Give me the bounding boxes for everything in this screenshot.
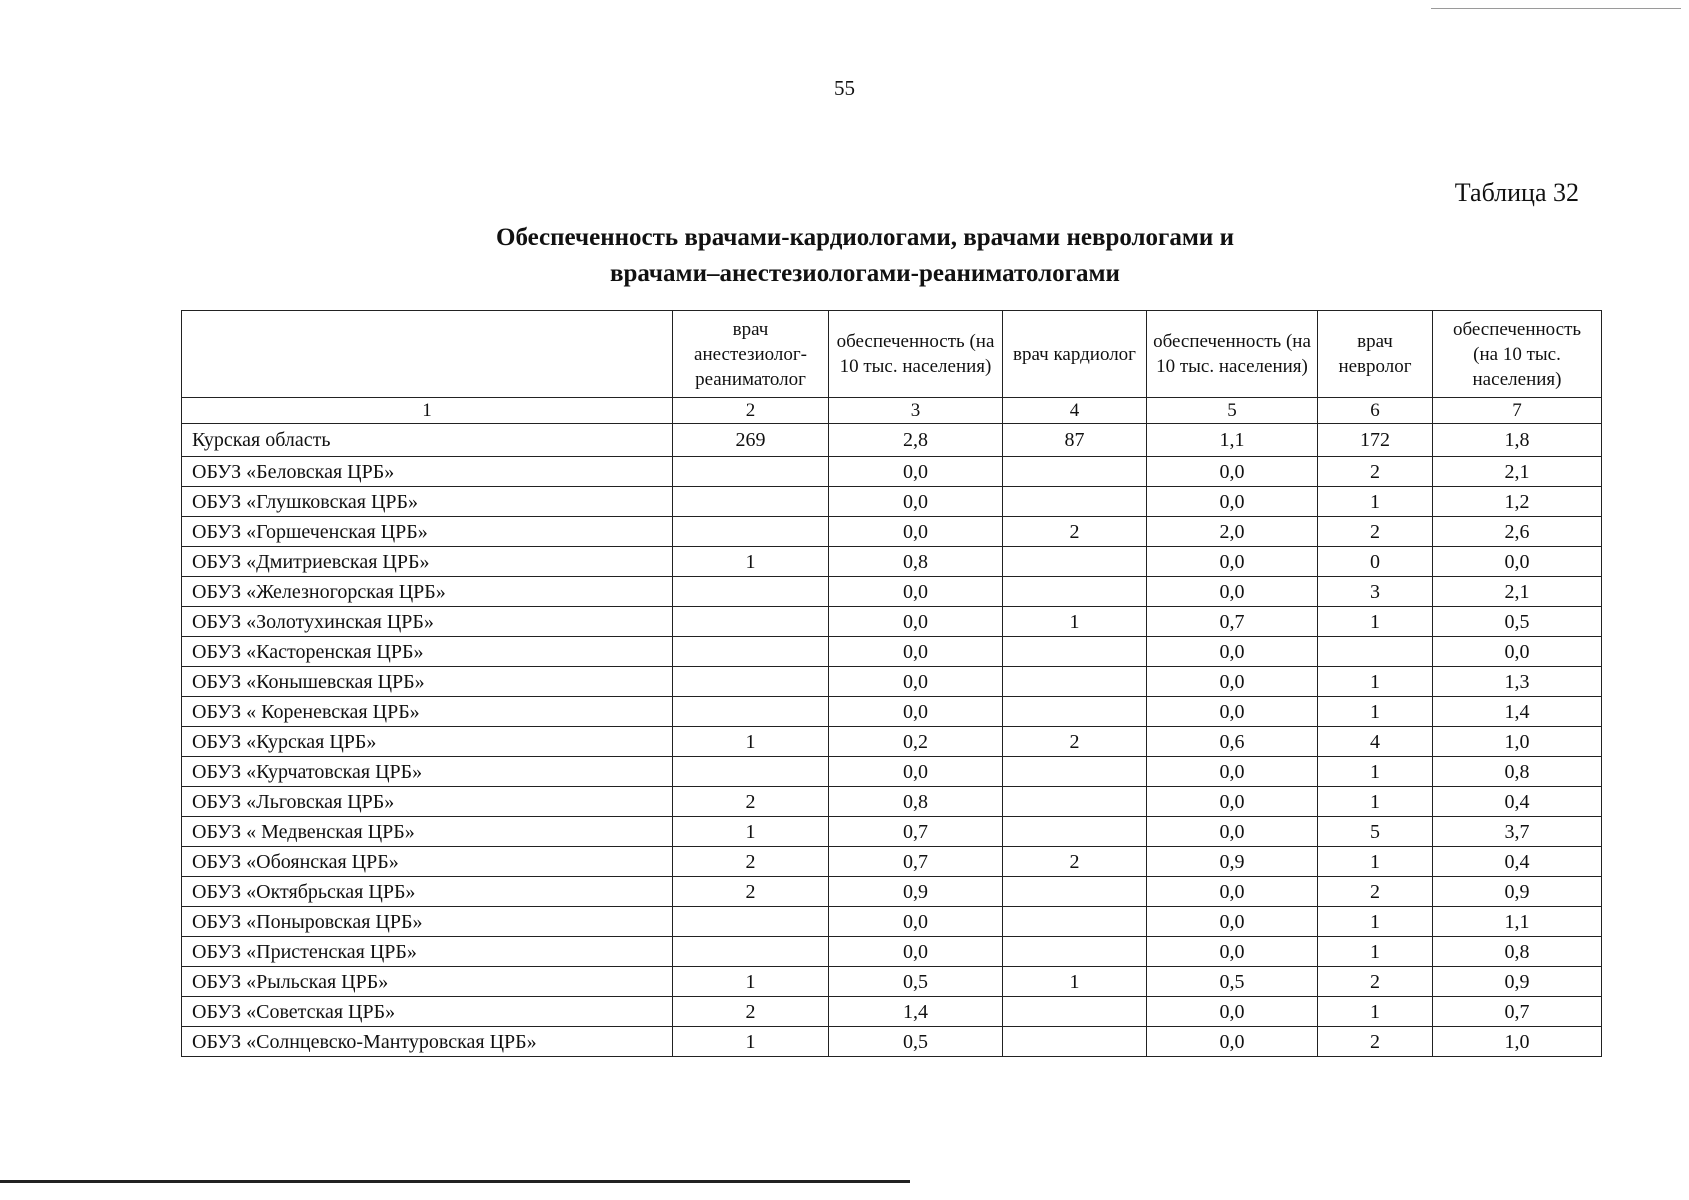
cell-anesthesiologist-ratio: 0,2 xyxy=(829,727,1003,757)
cell-neurologist-ratio: 0,0 xyxy=(1433,637,1602,667)
table-row xyxy=(182,937,1602,967)
cell-cardiologist-count xyxy=(1003,1027,1147,1057)
column-number: 6 xyxy=(1318,398,1433,424)
cell-neurologist-ratio: 1,0 xyxy=(1433,727,1602,757)
cell-anesthesiologist-count xyxy=(673,457,829,487)
cell-cardiologist-ratio: 0,0 xyxy=(1147,877,1318,907)
table-row xyxy=(182,877,1602,907)
cell-anesthesiologist-ratio: 0,0 xyxy=(829,667,1003,697)
cell-anesthesiologist-ratio: 0,0 xyxy=(829,517,1003,547)
header-cell-neurologist-ratio: обеспеченность (на 10 тыс. населения) xyxy=(1433,311,1602,398)
cell-anesthesiologist-count xyxy=(673,487,829,517)
table-row xyxy=(182,847,1602,877)
cell-neurologist-ratio: 3,7 xyxy=(1433,817,1602,847)
table-row xyxy=(182,667,1602,697)
cell-facility-name: ОБУЗ «Золотухинская ЦРБ» xyxy=(182,607,673,637)
cell-neurologist-ratio: 0,4 xyxy=(1433,787,1602,817)
cell-cardiologist-ratio: 0,0 xyxy=(1147,1027,1318,1057)
cell-cardiologist-ratio: 0,0 xyxy=(1147,907,1318,937)
table-row xyxy=(182,727,1602,757)
cell-cardiologist-ratio: 0,0 xyxy=(1147,637,1318,667)
header-cell-neurologist: врач невролог xyxy=(1318,311,1433,398)
cell-neurologist-count: 4 xyxy=(1318,727,1433,757)
cell-neurologist-ratio: 2,6 xyxy=(1433,517,1602,547)
cell-anesthesiologist-count: 1 xyxy=(673,547,829,577)
table-row-region-total xyxy=(182,424,1602,457)
cell-neurologist-count: 1 xyxy=(1318,487,1433,517)
cell-cardiologist-ratio: 0,0 xyxy=(1147,547,1318,577)
table-row xyxy=(182,967,1602,997)
column-number: 5 xyxy=(1147,398,1318,424)
column-number: 7 xyxy=(1433,398,1602,424)
cell-cardiologist-count xyxy=(1003,937,1147,967)
cell-facility-name: ОБУЗ «Курчатовская ЦРБ» xyxy=(182,757,673,787)
cell-cardiologist-count: 2 xyxy=(1003,847,1147,877)
cell-neurologist-ratio: 0,9 xyxy=(1433,877,1602,907)
cell-neurologist-ratio: 1,0 xyxy=(1433,1027,1602,1057)
table-row xyxy=(182,787,1602,817)
cell-anesthesiologist-ratio: 0,0 xyxy=(829,937,1003,967)
cell-anesthesiologist-count xyxy=(673,517,829,547)
cell-facility-name: ОБУЗ «Поныровская ЦРБ» xyxy=(182,907,673,937)
cell-cardiologist-count xyxy=(1003,757,1147,787)
cell-cardiologist-count xyxy=(1003,877,1147,907)
table-row xyxy=(182,517,1602,547)
cell-cardiologist-ratio: 0,7 xyxy=(1147,607,1318,637)
cell-cardiologist-count xyxy=(1003,637,1147,667)
cell-cardiologist-count: 2 xyxy=(1003,517,1147,547)
header-cell-name xyxy=(182,311,673,398)
cell-anesthesiologist-ratio: 0,8 xyxy=(829,787,1003,817)
cell-facility-name: ОБУЗ «Обоянская ЦРБ» xyxy=(182,847,673,877)
column-number: 3 xyxy=(829,398,1003,424)
cell-cardiologist-ratio: 0,0 xyxy=(1147,937,1318,967)
cell-anesthesiologist-ratio: 0,9 xyxy=(829,877,1003,907)
cell-anesthesiologist-count xyxy=(673,637,829,667)
cell-anesthesiologist-ratio: 0,0 xyxy=(829,607,1003,637)
cell-anesthesiologist-ratio: 0,0 xyxy=(829,487,1003,517)
cell-facility-name: ОБУЗ « Кореневская ЦРБ» xyxy=(182,697,673,727)
cell-cardiologist-ratio: 0,6 xyxy=(1147,727,1318,757)
cell-anesthesiologist-count: 1 xyxy=(673,967,829,997)
cell-cardiologist-count xyxy=(1003,787,1147,817)
cell-neurologist-count: 2 xyxy=(1318,517,1433,547)
cell-anesthesiologist-count: 1 xyxy=(673,817,829,847)
cell-anesthesiologist-count: 1 xyxy=(673,727,829,757)
cell-anesthesiologist-count: 2 xyxy=(673,877,829,907)
cell-anesthesiologist-count xyxy=(673,697,829,727)
page-number: 55 xyxy=(834,76,855,100)
cell-cardiologist-ratio: 0,0 xyxy=(1147,697,1318,727)
table-header-row xyxy=(182,311,1602,398)
cell-facility-name: ОБУЗ «Железногорская ЦРБ» xyxy=(182,577,673,607)
cell-anesthesiologist-count xyxy=(673,757,829,787)
cell-neurologist-count: 1 xyxy=(1318,997,1433,1027)
cell-cardiologist-ratio: 0,0 xyxy=(1147,487,1318,517)
cell-cardiologist-ratio: 0,0 xyxy=(1147,817,1318,847)
cell-cardiologist-count: 2 xyxy=(1003,727,1147,757)
cell-neurologist-count: 172 xyxy=(1318,424,1433,457)
table-row xyxy=(182,817,1602,847)
document-title xyxy=(380,220,1350,292)
cell-cardiologist-count xyxy=(1003,697,1147,727)
cell-anesthesiologist-ratio: 0,5 xyxy=(829,1027,1003,1057)
cell-neurologist-count xyxy=(1318,637,1433,667)
cell-cardiologist-ratio: 2,0 xyxy=(1147,517,1318,547)
cell-anesthesiologist-ratio: 0,0 xyxy=(829,697,1003,727)
cell-neurologist-count: 1 xyxy=(1318,697,1433,727)
staffing-table xyxy=(181,310,1602,1057)
cell-anesthesiologist-ratio: 0,8 xyxy=(829,547,1003,577)
cell-cardiologist-ratio: 0,0 xyxy=(1147,577,1318,607)
cell-anesthesiologist-count: 2 xyxy=(673,787,829,817)
cell-anesthesiologist-ratio: 2,8 xyxy=(829,424,1003,457)
cell-neurologist-count: 1 xyxy=(1318,787,1433,817)
cell-neurologist-ratio: 1,4 xyxy=(1433,697,1602,727)
cell-facility-name: Курская область xyxy=(182,424,673,457)
cell-cardiologist-count xyxy=(1003,577,1147,607)
table-row xyxy=(182,487,1602,517)
table-row xyxy=(182,547,1602,577)
cell-cardiologist-count xyxy=(1003,907,1147,937)
cell-anesthesiologist-ratio: 0,0 xyxy=(829,637,1003,667)
table-row xyxy=(182,907,1602,937)
table-row xyxy=(182,697,1602,727)
cell-anesthesiologist-ratio: 0,7 xyxy=(829,847,1003,877)
cell-neurologist-ratio: 0,5 xyxy=(1433,607,1602,637)
table-row xyxy=(182,607,1602,637)
cell-cardiologist-ratio: 0,5 xyxy=(1147,967,1318,997)
cell-neurologist-ratio: 0,7 xyxy=(1433,997,1602,1027)
cell-cardiologist-count xyxy=(1003,457,1147,487)
cell-cardiologist-ratio: 0,9 xyxy=(1147,847,1318,877)
header-cell-cardiologist: врач кардиолог xyxy=(1003,311,1147,398)
header-cell-cardiologist-ratio: обеспеченность (на 10 тыс. населения) xyxy=(1147,311,1318,398)
cell-facility-name: ОБУЗ «Льговская ЦРБ» xyxy=(182,787,673,817)
table-row xyxy=(182,457,1602,487)
cell-neurologist-ratio: 1,2 xyxy=(1433,487,1602,517)
cell-cardiologist-ratio: 0,0 xyxy=(1147,457,1318,487)
cell-cardiologist-count xyxy=(1003,997,1147,1027)
header-cell-anesthesiologist-ratio: обеспеченность (на 10 тыс. населения) xyxy=(829,311,1003,398)
cell-facility-name: ОБУЗ « Медвенская ЦРБ» xyxy=(182,817,673,847)
column-number: 1 xyxy=(182,398,673,424)
cell-cardiologist-count: 87 xyxy=(1003,424,1147,457)
cell-neurologist-count: 1 xyxy=(1318,757,1433,787)
cell-neurologist-count: 1 xyxy=(1318,907,1433,937)
cell-anesthesiologist-ratio: 0,0 xyxy=(829,457,1003,487)
cell-facility-name: ОБУЗ «Горшеченская ЦРБ» xyxy=(182,517,673,547)
cell-neurologist-count: 2 xyxy=(1318,877,1433,907)
cell-neurologist-count: 3 xyxy=(1318,577,1433,607)
table-row xyxy=(182,1027,1602,1057)
cell-anesthesiologist-count xyxy=(673,907,829,937)
header-cell-anesthesiologist: врач анестезиолог-реаниматолог xyxy=(673,311,829,398)
cell-facility-name: ОБУЗ «Советская ЦРБ» xyxy=(182,997,673,1027)
cell-anesthesiologist-ratio: 0,0 xyxy=(829,577,1003,607)
cell-neurologist-count: 2 xyxy=(1318,457,1433,487)
cell-neurologist-ratio: 0,8 xyxy=(1433,937,1602,967)
table-label: Таблица 32 xyxy=(1454,178,1579,207)
document-title-line-2: врачами–анестезиологами-реаниматологами xyxy=(610,260,1120,287)
scan-edge-line-top xyxy=(1431,8,1681,9)
cell-neurologist-count: 5 xyxy=(1318,817,1433,847)
cell-cardiologist-count xyxy=(1003,487,1147,517)
cell-anesthesiologist-ratio: 0,0 xyxy=(829,907,1003,937)
cell-neurologist-count: 0 xyxy=(1318,547,1433,577)
cell-anesthesiologist-ratio: 0,7 xyxy=(829,817,1003,847)
cell-anesthesiologist-count: 269 xyxy=(673,424,829,457)
cell-cardiologist-count: 1 xyxy=(1003,607,1147,637)
cell-facility-name: ОБУЗ «Конышевская ЦРБ» xyxy=(182,667,673,697)
column-number: 4 xyxy=(1003,398,1147,424)
cell-facility-name: ОБУЗ «Пристенская ЦРБ» xyxy=(182,937,673,967)
cell-facility-name: ОБУЗ «Курская ЦРБ» xyxy=(182,727,673,757)
cell-anesthesiologist-count: 1 xyxy=(673,1027,829,1057)
cell-anesthesiologist-ratio: 0,0 xyxy=(829,757,1003,787)
cell-facility-name: ОБУЗ «Глушковская ЦРБ» xyxy=(182,487,673,517)
column-number-row xyxy=(182,398,1602,424)
column-number: 2 xyxy=(673,398,829,424)
cell-cardiologist-count xyxy=(1003,547,1147,577)
cell-cardiologist-ratio: 0,0 xyxy=(1147,997,1318,1027)
cell-anesthesiologist-count xyxy=(673,667,829,697)
cell-cardiologist-ratio: 0,0 xyxy=(1147,757,1318,787)
cell-neurologist-ratio: 0,0 xyxy=(1433,547,1602,577)
cell-neurologist-ratio: 0,9 xyxy=(1433,967,1602,997)
cell-neurologist-ratio: 1,1 xyxy=(1433,907,1602,937)
cell-neurologist-count: 1 xyxy=(1318,937,1433,967)
cell-anesthesiologist-count xyxy=(673,937,829,967)
document-title-line-1: Обеспеченность врачами-кардиологами, врачами неврологами и xyxy=(496,224,1234,251)
cell-facility-name: ОБУЗ «Солнцевско-Мантуровская ЦРБ» xyxy=(182,1027,673,1057)
cell-anesthesiologist-count xyxy=(673,577,829,607)
cell-anesthesiologist-count: 2 xyxy=(673,997,829,1027)
cell-facility-name: ОБУЗ «Рыльская ЦРБ» xyxy=(182,967,673,997)
cell-anesthesiologist-count: 2 xyxy=(673,847,829,877)
cell-neurologist-count: 1 xyxy=(1318,847,1433,877)
cell-cardiologist-count xyxy=(1003,817,1147,847)
cell-neurologist-ratio: 1,3 xyxy=(1433,667,1602,697)
cell-neurologist-count: 2 xyxy=(1318,1027,1433,1057)
cell-anesthesiologist-count xyxy=(673,607,829,637)
cell-cardiologist-count: 1 xyxy=(1003,967,1147,997)
cell-facility-name: ОБУЗ «Беловская ЦРБ» xyxy=(182,457,673,487)
cell-anesthesiologist-ratio: 1,4 xyxy=(829,997,1003,1027)
cell-neurologist-ratio: 0,8 xyxy=(1433,757,1602,787)
cell-cardiologist-ratio: 0,0 xyxy=(1147,787,1318,817)
scan-edge-line-bottom xyxy=(0,1180,910,1183)
cell-cardiologist-ratio: 1,1 xyxy=(1147,424,1318,457)
cell-neurologist-ratio: 1,8 xyxy=(1433,424,1602,457)
cell-neurologist-count: 2 xyxy=(1318,967,1433,997)
cell-neurologist-count: 1 xyxy=(1318,607,1433,637)
cell-facility-name: ОБУЗ «Касторенская ЦРБ» xyxy=(182,637,673,667)
cell-cardiologist-ratio: 0,0 xyxy=(1147,667,1318,697)
table-row xyxy=(182,997,1602,1027)
cell-facility-name: ОБУЗ «Дмитриевская ЦРБ» xyxy=(182,547,673,577)
cell-facility-name: ОБУЗ «Октябрьская ЦРБ» xyxy=(182,877,673,907)
table-row xyxy=(182,637,1602,667)
cell-cardiologist-count xyxy=(1003,667,1147,697)
cell-anesthesiologist-ratio: 0,5 xyxy=(829,967,1003,997)
cell-neurologist-count: 1 xyxy=(1318,667,1433,697)
cell-neurologist-ratio: 0,4 xyxy=(1433,847,1602,877)
table-body xyxy=(182,424,1602,1057)
cell-neurologist-ratio: 2,1 xyxy=(1433,577,1602,607)
table-row xyxy=(182,757,1602,787)
table-row xyxy=(182,577,1602,607)
cell-neurologist-ratio: 2,1 xyxy=(1433,457,1602,487)
